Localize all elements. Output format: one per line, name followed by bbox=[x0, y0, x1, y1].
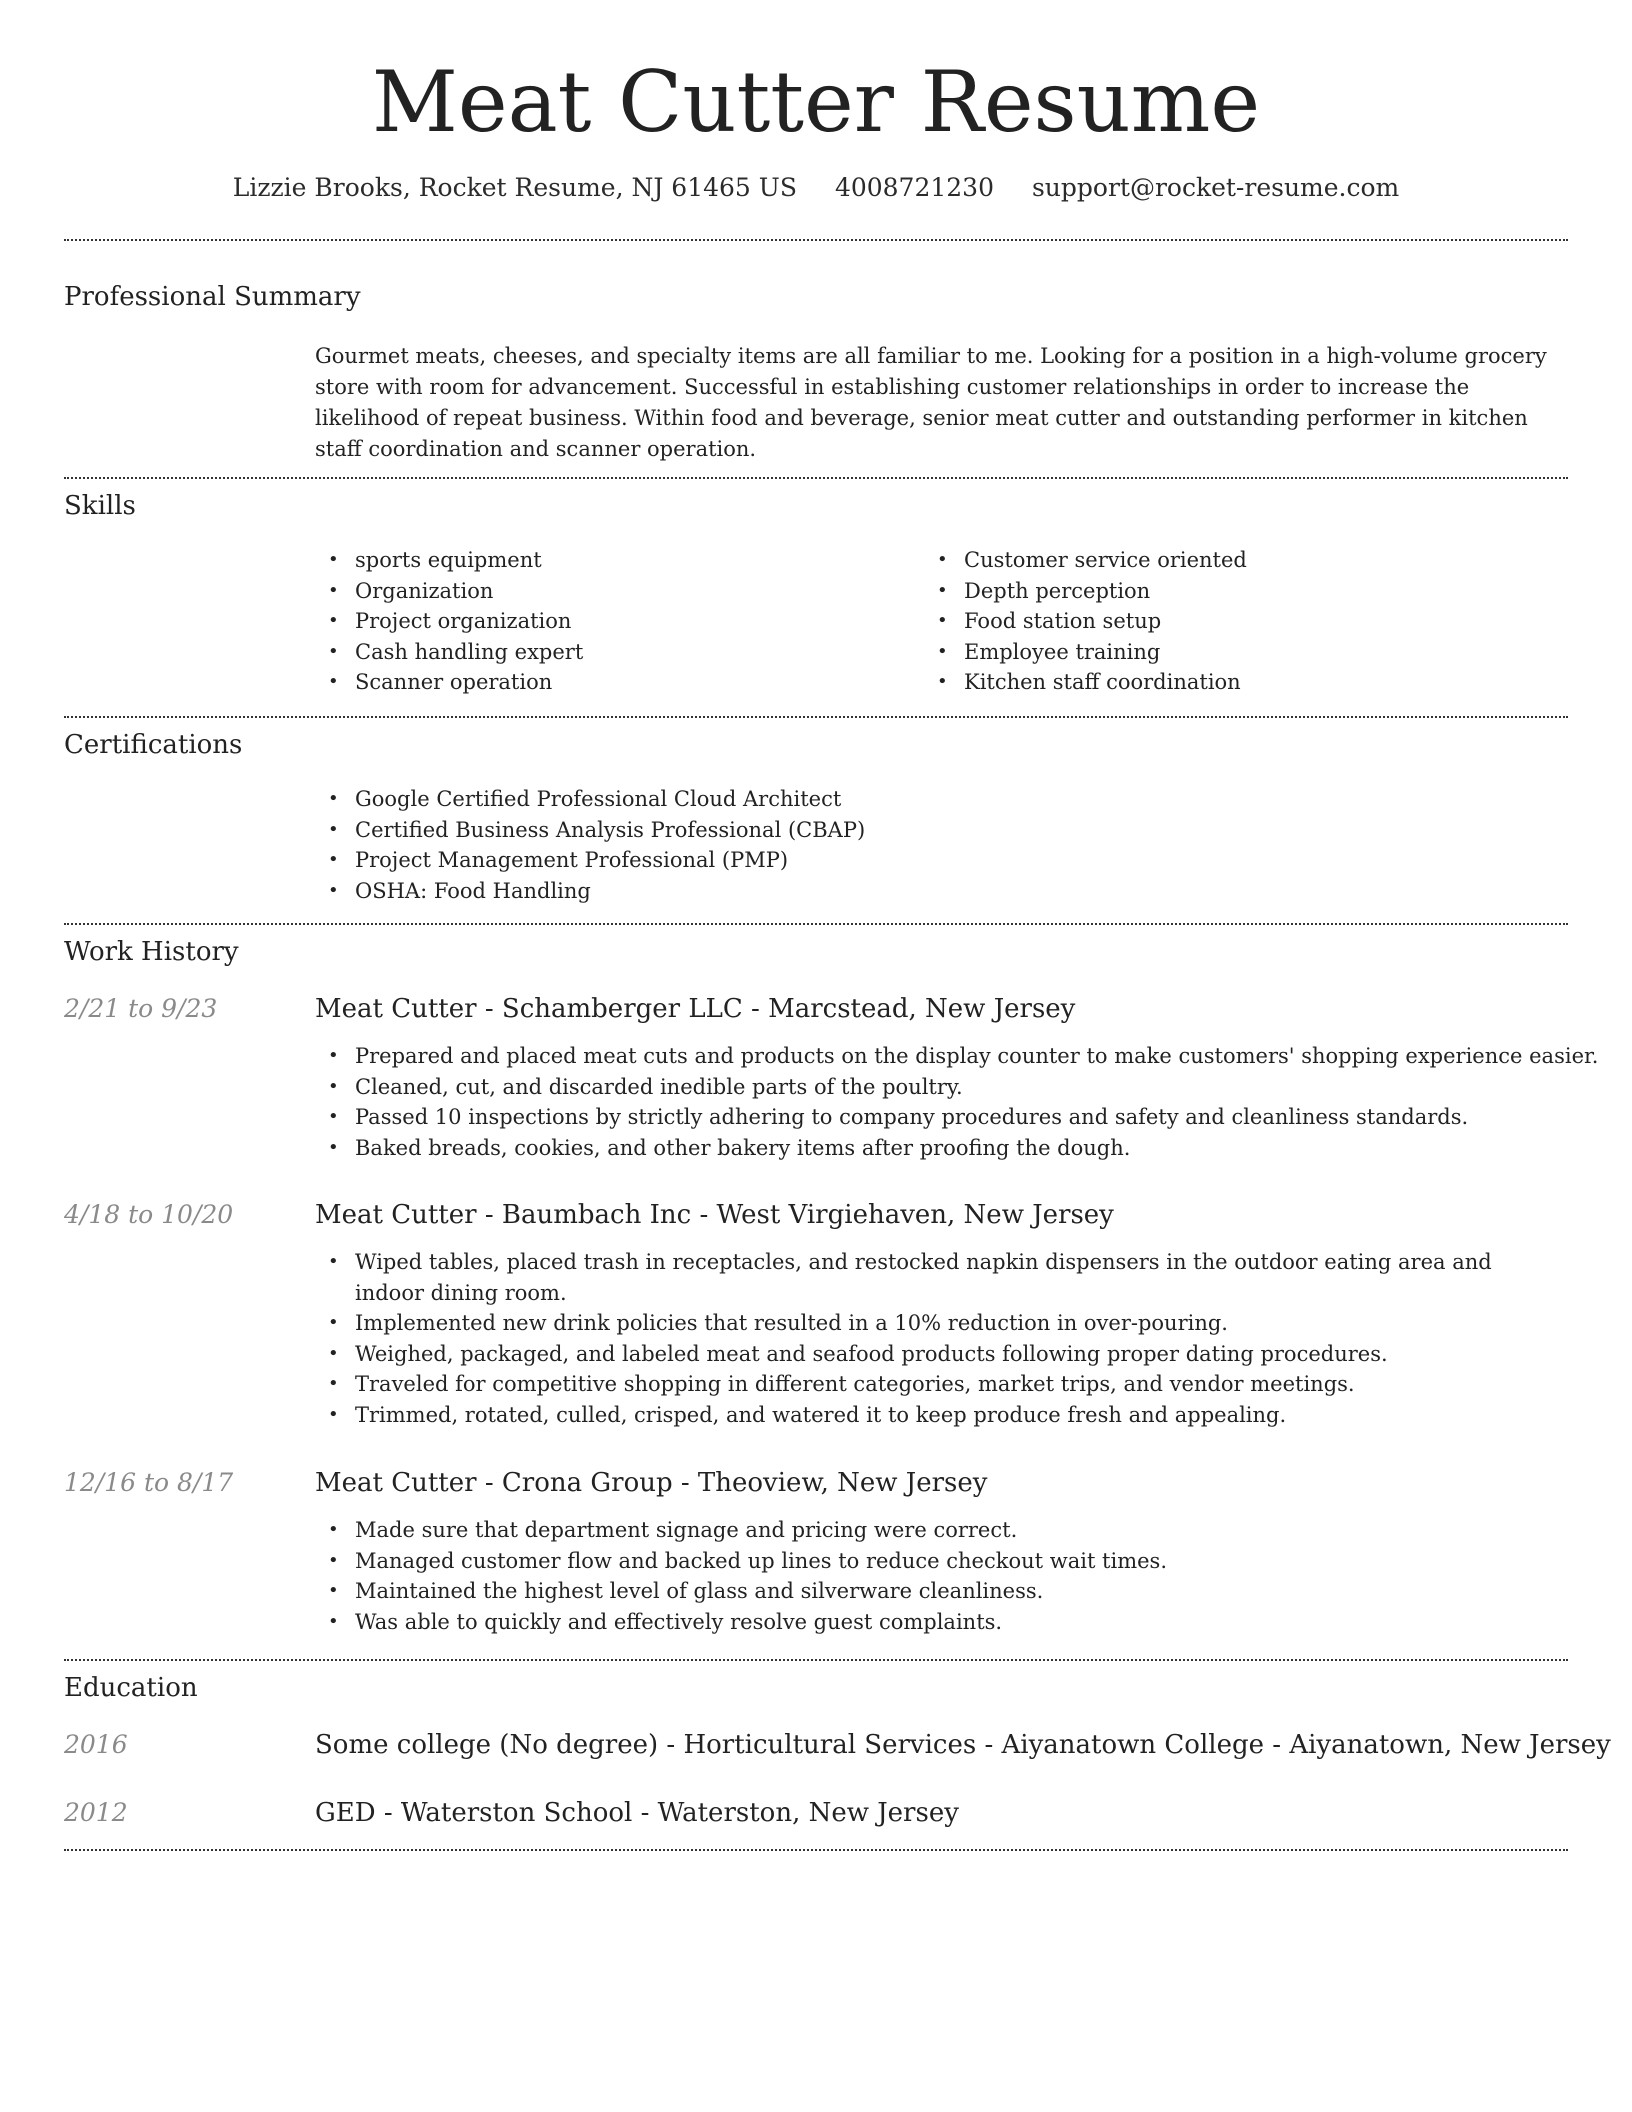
education-detail: Some college (No degree) - Horticultural Services - Aiyanatown College - Aiyanatown, New Jersey bbox=[315, 1730, 1611, 1760]
contact-address: Lizzie Brooks, Rocket Resume, NJ 61465 US bbox=[232, 173, 797, 202]
skill-item: • Project organization bbox=[355, 606, 915, 637]
skills-list-right bbox=[920, 545, 1564, 698]
job-bullet: • Made sure that department signage and pricing were correct. bbox=[355, 1515, 1615, 1546]
education-year: 2016 bbox=[64, 1730, 128, 1759]
job-title: Meat Cutter - Crona Group - Theoview, New Jersey bbox=[315, 1468, 988, 1498]
contact-email: support@rocket-resume.com bbox=[1031, 173, 1400, 202]
job-bullet: • Wiped tables, placed trash in receptacles, and restocked napkin dispensers in the outdoor eating area and indoor dining room. bbox=[355, 1247, 1555, 1308]
job-bullet: • Prepared and placed meat cuts and products on the display counter to make customers' shopping experience easier. bbox=[355, 1041, 1615, 1072]
divider bbox=[64, 239, 1568, 241]
divider bbox=[64, 716, 1568, 718]
job-bullet: • Was able to quickly and effectively resolve guest complaints. bbox=[355, 1607, 1615, 1638]
resume-title: Meat Cutter Resume bbox=[371, 53, 1261, 151]
divider bbox=[64, 1849, 1568, 1851]
skill-item: • Customer service oriented bbox=[964, 545, 1564, 576]
skills-heading: Skills bbox=[64, 491, 136, 521]
education-year: 2012 bbox=[64, 1798, 128, 1827]
divider bbox=[64, 477, 1568, 479]
job-bullet: • Cleaned, cut, and discarded inedible parts of the poultry. bbox=[355, 1072, 1615, 1103]
job-bullet: • Managed customer flow and backed up lines to reduce checkout wait times. bbox=[355, 1546, 1615, 1577]
certification-item: • Certified Business Analysis Professional (CBAP) bbox=[355, 815, 1555, 846]
divider bbox=[64, 1659, 1568, 1661]
certifications-heading: Certifications bbox=[64, 730, 243, 760]
skill-item: • sports equipment bbox=[355, 545, 915, 576]
education-detail: GED - Waterston School - Waterston, New Jersey bbox=[315, 1798, 959, 1828]
work-history-heading: Work History bbox=[64, 937, 239, 967]
skill-item: • Organization bbox=[355, 576, 915, 607]
certification-item: • Project Management Professional (PMP) bbox=[355, 845, 1555, 876]
job-title: Meat Cutter - Baumbach Inc - West Virgiehaven, New Jersey bbox=[315, 1200, 1114, 1230]
job-bullet: • Baked breads, cookies, and other bakery items after proofing the dough. bbox=[355, 1133, 1615, 1164]
job-bullet: • Weighed, packaged, and labeled meat and seafood products following proper dating procedures. bbox=[355, 1339, 1555, 1370]
job-bullets bbox=[311, 1247, 1555, 1430]
job-bullet: • Implemented new drink policies that resulted in a 10% reduction in over-pouring. bbox=[355, 1308, 1555, 1339]
skill-item: • Cash handling expert bbox=[355, 637, 915, 668]
education-heading: Education bbox=[64, 1673, 198, 1703]
skill-item: • Depth perception bbox=[964, 576, 1564, 607]
skill-item: • Kitchen staff coordination bbox=[964, 667, 1564, 698]
job-dates: 4/18 to 10/20 bbox=[64, 1200, 234, 1229]
job-bullet: • Maintained the highest level of glass and silverware cleanliness. bbox=[355, 1576, 1615, 1607]
job-bullets bbox=[311, 1041, 1615, 1163]
certification-item: • OSHA: Food Handling bbox=[355, 876, 1555, 907]
contact-phone: 4008721230 bbox=[834, 173, 994, 202]
skill-item: • Employee training bbox=[964, 637, 1564, 668]
summary-heading: Professional Summary bbox=[64, 282, 361, 312]
job-bullets bbox=[311, 1515, 1615, 1637]
contact-line bbox=[0, 170, 1632, 206]
job-bullet: • Trimmed, rotated, culled, crisped, and watered it to keep produce fresh and appealing. bbox=[355, 1400, 1555, 1431]
job-bullet: • Traveled for competitive shopping in different categories, market trips, and vendor meetings. bbox=[355, 1369, 1555, 1400]
certification-item: • Google Certified Professional Cloud Architect bbox=[355, 784, 1555, 815]
certifications-list bbox=[311, 784, 1555, 906]
job-dates: 2/21 to 9/23 bbox=[64, 994, 218, 1023]
skill-item: • Food station setup bbox=[964, 606, 1564, 637]
summary-text: Gourmet meats, cheeses, and specialty items are all familiar to me. Looking for a position in a high-volume grocery store with room for advancement. Successful in establishing customer relationships in order to increase the likelihood of repeat business. Within food and beverage, senior meat cutter and outstanding performer in kitchen staff coordination and scanner operation. bbox=[315, 344, 1547, 461]
job-bullet: • Passed 10 inspections by strictly adhering to company procedures and safety and cleanliness standards. bbox=[355, 1102, 1615, 1133]
job-dates: 12/16 to 8/17 bbox=[64, 1468, 234, 1497]
job-title: Meat Cutter - Schamberger LLC - Marcstead, New Jersey bbox=[315, 994, 1076, 1024]
skills-list-left bbox=[311, 545, 915, 698]
divider bbox=[64, 923, 1568, 925]
skill-item: • Scanner operation bbox=[355, 667, 915, 698]
